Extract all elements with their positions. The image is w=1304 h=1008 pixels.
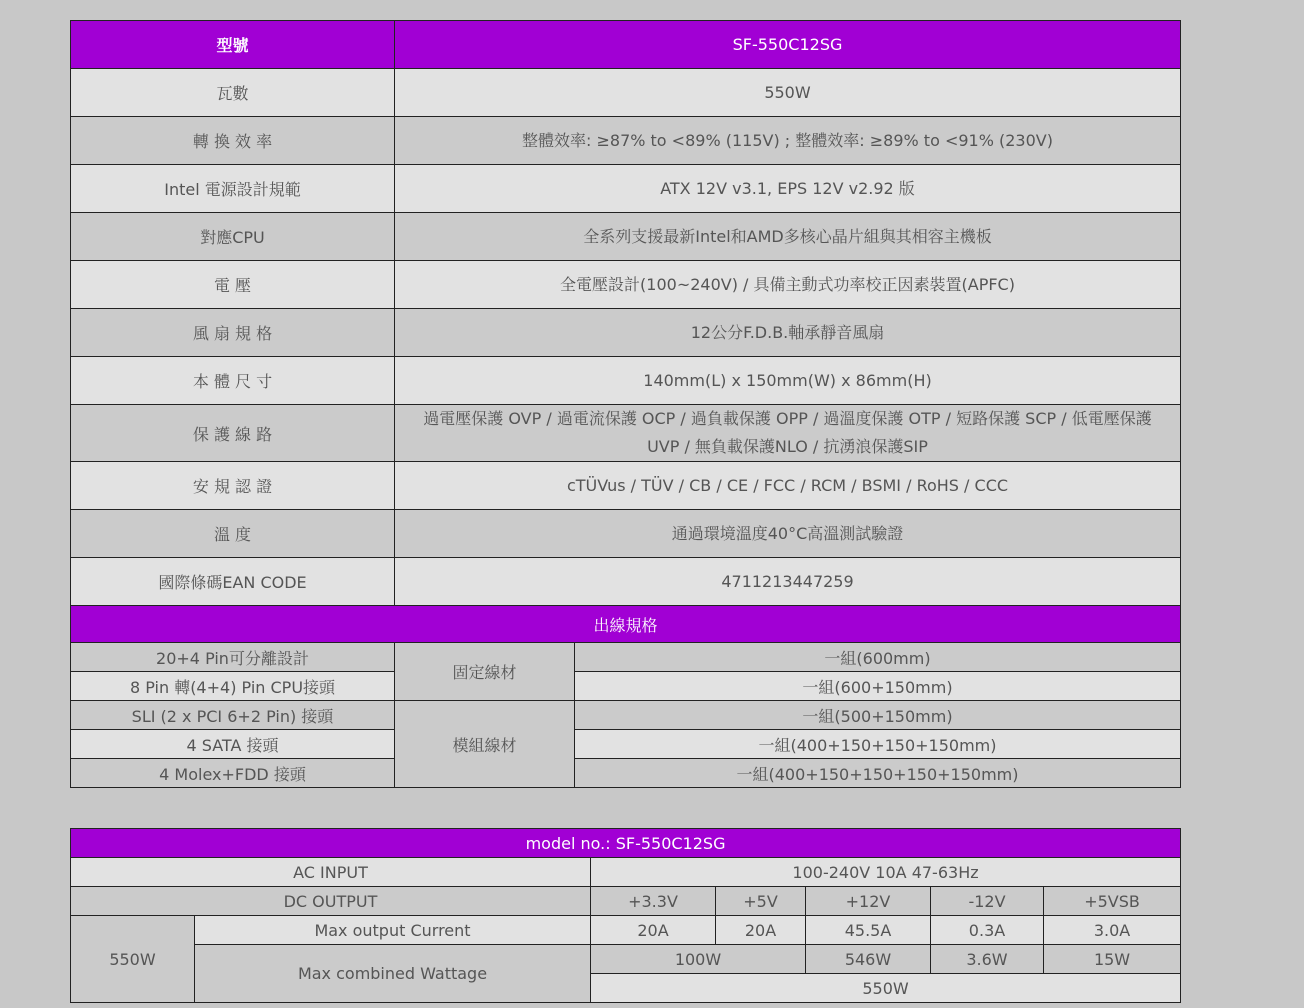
combined-value: 3.6W [931, 945, 1044, 974]
max-combined-label: Max combined Wattage [195, 945, 591, 1003]
combined-value: 546W [806, 945, 931, 974]
rail-label: -12V [931, 887, 1044, 916]
cable-table [70, 605, 1181, 788]
spec-row [71, 462, 1181, 510]
spec-value-line: 過電壓保護 OVP / 過電流保護 OCP / 過負載保護 OPP / 過溫度保護 OTP / 短路保護 SCP / 低電壓保護 [423, 409, 1152, 428]
spec-label: 電 壓 [71, 261, 395, 309]
spec-label: 溫 度 [71, 510, 395, 558]
spec-value: 通過環境溫度40°C高溫測試驗證 [395, 510, 1181, 558]
cable-row [71, 701, 1181, 730]
dc-output-row [71, 887, 1181, 916]
spec-value: 140mm(L) x 150mm(W) x 86mm(H) [395, 357, 1181, 405]
rail-label: +12V [806, 887, 931, 916]
current-value: 20A [591, 916, 716, 945]
spec-row [71, 510, 1181, 558]
spec-label: 對應CPU [71, 213, 395, 261]
spec-value: 整體效率: ≥87% to <89% (115V) ; 整體效率: ≥89% to <91% (230V) [395, 117, 1181, 165]
spec-label: 轉 換 效 率 [71, 117, 395, 165]
current-value: 0.3A [931, 916, 1044, 945]
combined-row [71, 945, 1181, 974]
spec-header-value: SF-550C12SG [395, 21, 1181, 69]
spec-value: 4711213447259 [395, 558, 1181, 606]
spec-header-row [71, 21, 1181, 69]
cable-length: 一組(400+150+150+150mm) [575, 730, 1181, 759]
spec-row [71, 558, 1181, 606]
current-value: 45.5A [806, 916, 931, 945]
cable-fixed-label: 固定線材 [395, 643, 575, 701]
model-title-row [71, 829, 1181, 858]
spec-header-label: 型號 [71, 21, 395, 69]
spec-label: 本 體 尺 寸 [71, 357, 395, 405]
cable-row [71, 672, 1181, 701]
dc-output-label: DC OUTPUT [71, 887, 591, 916]
cable-name: SLI (2 x PCI 6+2 Pin) 接頭 [71, 701, 395, 730]
current-value: 3.0A [1044, 916, 1181, 945]
spec-value: 12公分F.D.B.軸承靜音風扇 [395, 309, 1181, 357]
spec-label: 安 規 認 證 [71, 462, 395, 510]
ac-input-row [71, 858, 1181, 887]
cable-name: 20+4 Pin可分離設計 [71, 643, 395, 672]
spec-value: 全電壓設計(100~240V) / 具備主動式功率校正因素裝置(APFC) [395, 261, 1181, 309]
spec-row [71, 357, 1181, 405]
cable-length: 一組(600mm) [575, 643, 1181, 672]
spec-table [70, 20, 1181, 606]
spec-row [71, 117, 1181, 165]
rail-label: +5V [716, 887, 806, 916]
cable-name: 4 Molex+FDD 接頭 [71, 759, 395, 788]
cable-title: 出線規格 [71, 606, 1181, 643]
current-value: 20A [716, 916, 806, 945]
cable-row [71, 759, 1181, 788]
spec-label: 瓦數 [71, 69, 395, 117]
ac-input-label: AC INPUT [71, 858, 591, 887]
cable-name: 8 Pin 轉(4+4) Pin CPU接頭 [71, 672, 395, 701]
spec-row [71, 69, 1181, 117]
cable-length: 一組(600+150mm) [575, 672, 1181, 701]
combined-value: 100W [591, 945, 806, 974]
spec-row [71, 213, 1181, 261]
spec-label: 保 護 線 路 [71, 405, 395, 462]
cable-modular-label: 模組線材 [395, 701, 575, 788]
wattage-label: 550W [71, 916, 195, 1003]
max-current-label: Max output Current [195, 916, 591, 945]
spec-value [395, 405, 1181, 462]
total-value: 550W [591, 974, 1181, 1003]
spec-label: 國際條碼EAN CODE [71, 558, 395, 606]
cable-length: 一組(400+150+150+150+150mm) [575, 759, 1181, 788]
spec-value: 550W [395, 69, 1181, 117]
spec-value: 全系列支援最新Intel和AMD多核心晶片組與其相容主機板 [395, 213, 1181, 261]
spec-value-line: UVP / 無負載保護NLO / 抗湧浪保護SIP [647, 437, 928, 456]
rail-label: +3.3V [591, 887, 716, 916]
spec-row [71, 405, 1181, 462]
spec-value: ATX 12V v3.1, EPS 12V v2.92 版 [395, 165, 1181, 213]
spec-label: Intel 電源設計規範 [71, 165, 395, 213]
model-table [70, 828, 1181, 1003]
cable-row [71, 730, 1181, 759]
spec-row [71, 165, 1181, 213]
rail-label: +5VSB [1044, 887, 1181, 916]
combined-value: 15W [1044, 945, 1181, 974]
max-current-row [71, 916, 1181, 945]
spec-value: cTÜVus / TÜV / CB / CE / FCC / RCM / BSMI / RoHS / CCC [395, 462, 1181, 510]
cable-title-row [71, 606, 1181, 643]
spec-label: 風 扇 規 格 [71, 309, 395, 357]
spec-row [71, 261, 1181, 309]
spec-row [71, 309, 1181, 357]
cable-row [71, 643, 1181, 672]
ac-input-value: 100-240V 10A 47-63Hz [591, 858, 1181, 887]
cable-name: 4 SATA 接頭 [71, 730, 395, 759]
model-title: model no.: SF-550C12SG [71, 829, 1181, 858]
cable-length: 一組(500+150mm) [575, 701, 1181, 730]
